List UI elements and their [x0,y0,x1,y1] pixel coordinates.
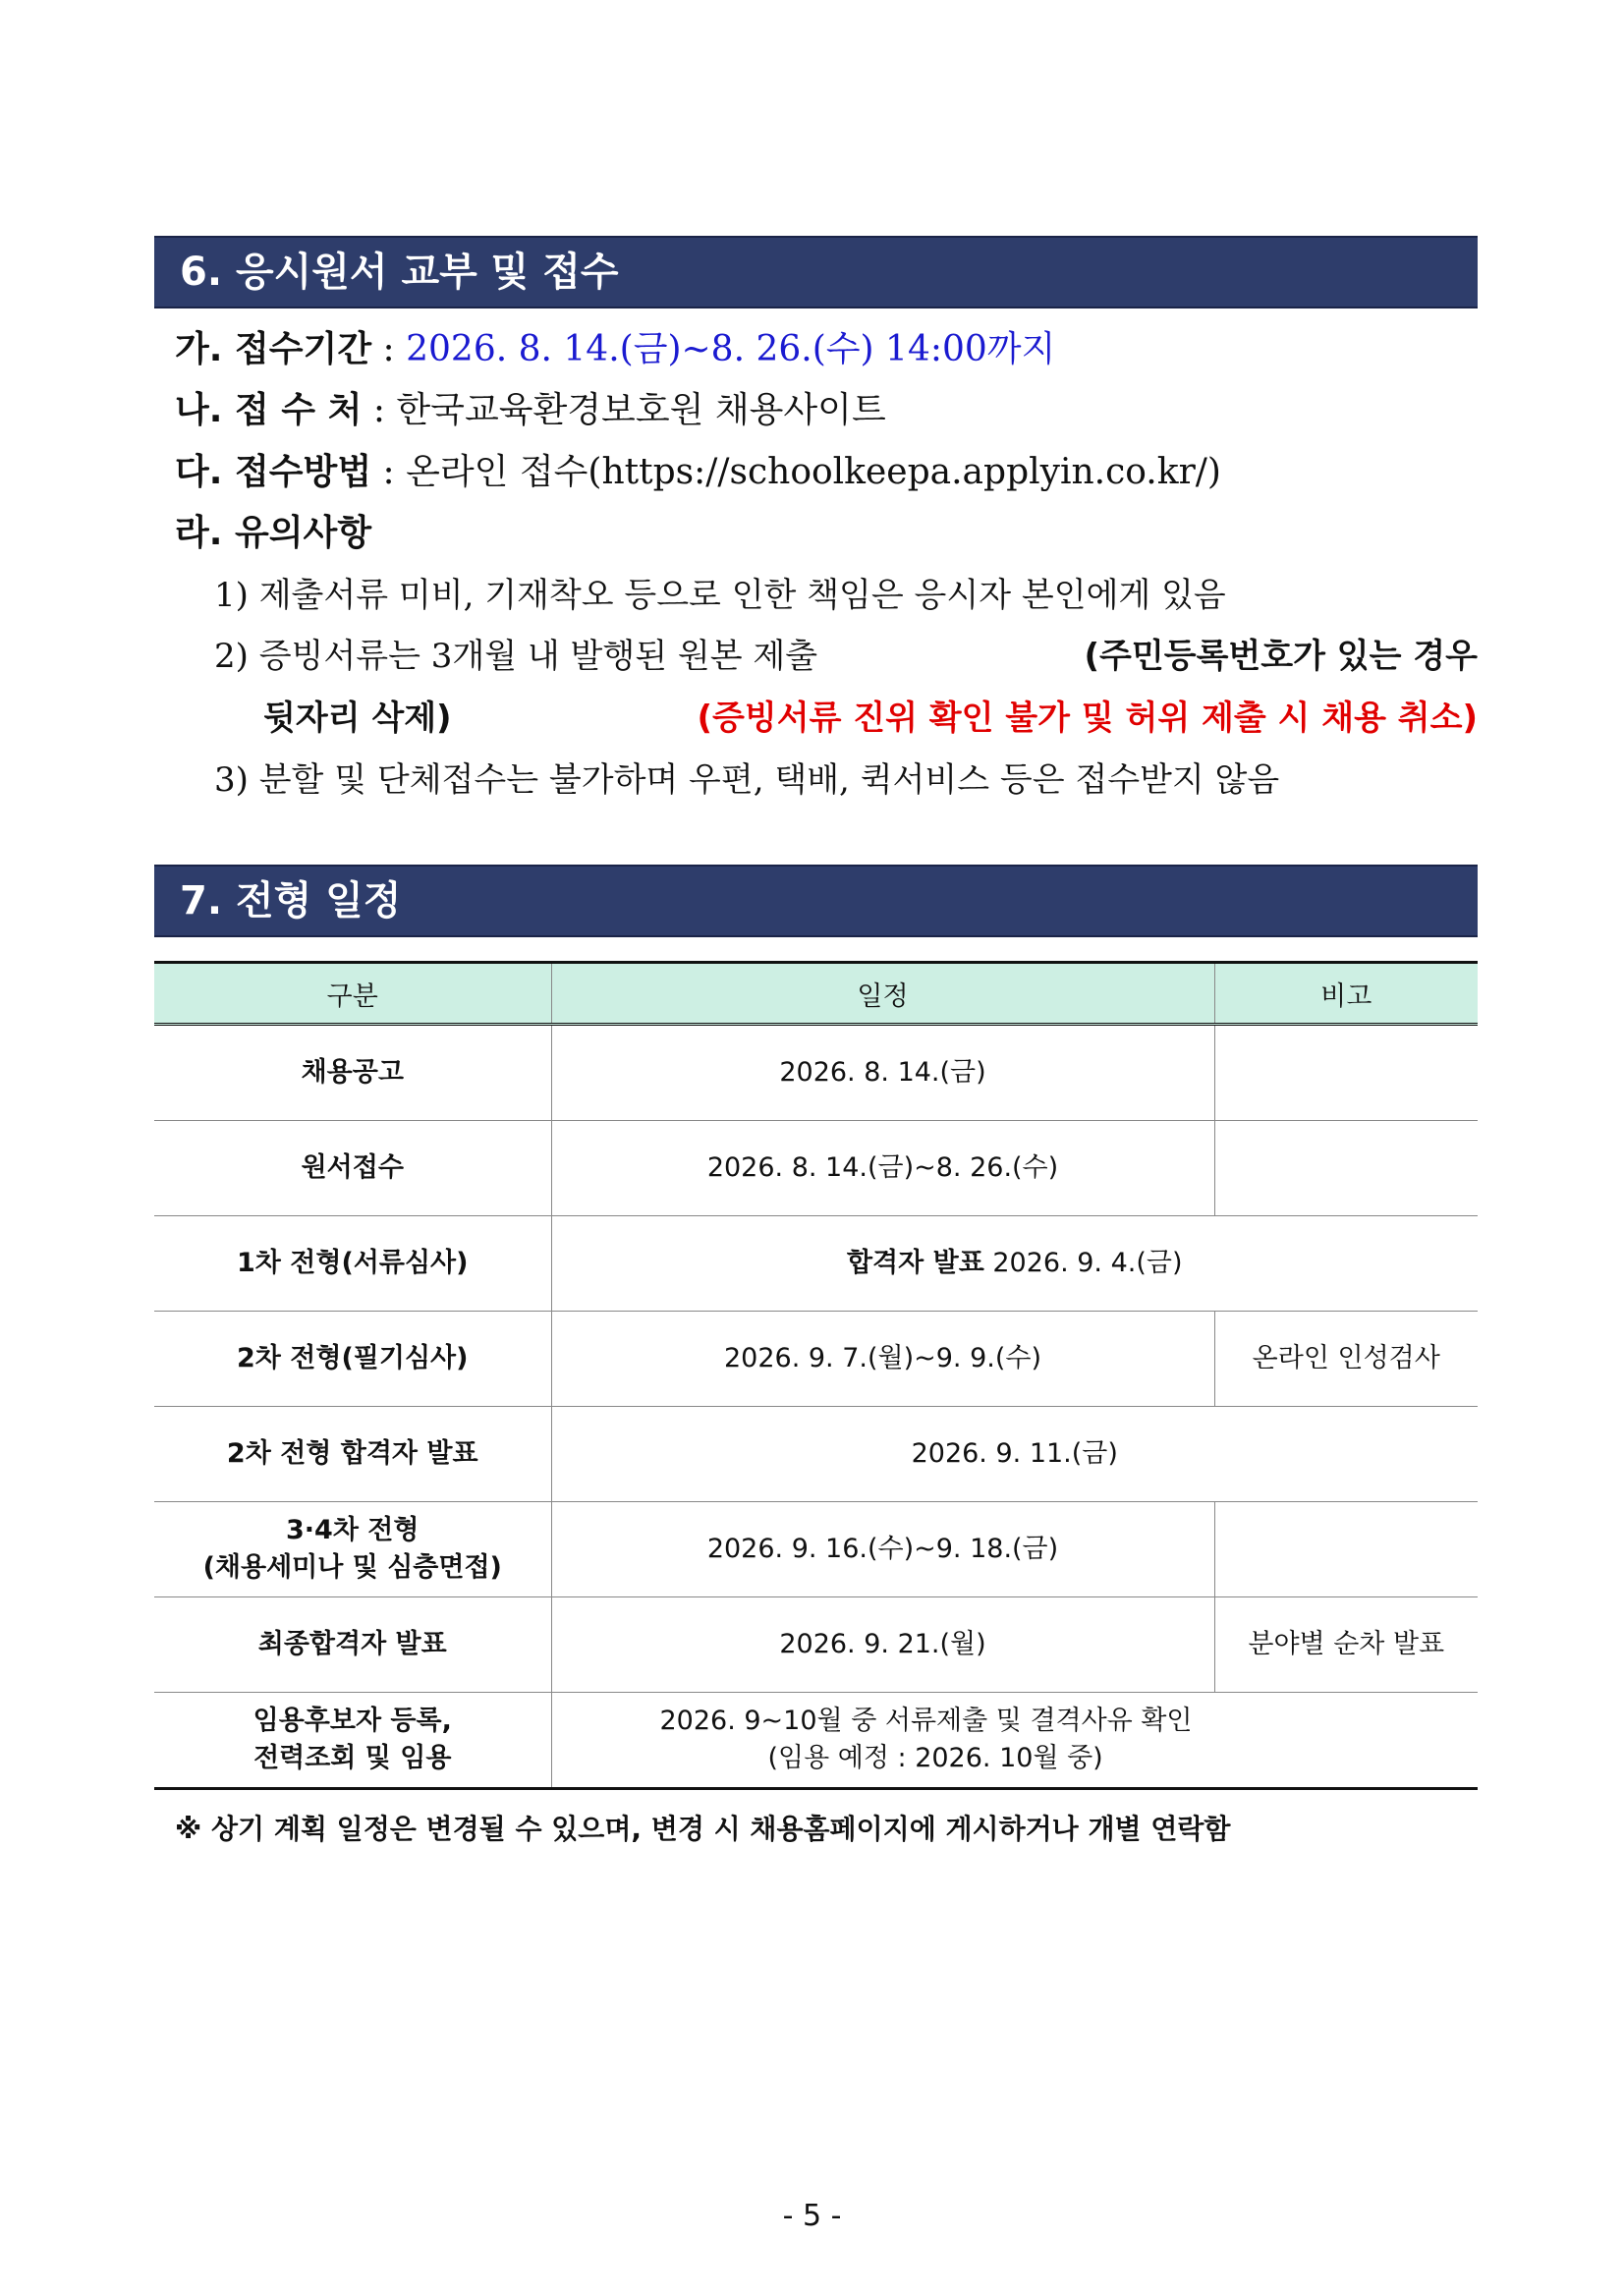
table-row [154,1216,1478,1312]
caution-note-2-text: 2) 증빙서류는 3개월 내 발행된 원본 제출 [214,637,818,676]
schedule-cell: 2026. 9. 21.(월) [551,1597,1214,1693]
schedule-value: 2026. 9. 4.(금) [992,1248,1183,1278]
table-row [154,1407,1478,1502]
schedule-table [154,961,1478,1790]
note-cell [1214,1025,1478,1121]
stage-cell: 원서접수 [154,1121,551,1216]
caution-note-2 [214,631,1478,682]
item-place [175,385,886,436]
item-method [175,447,1221,498]
schedule-bold-label: 합격자 발표 [846,1248,984,1278]
table-row [154,1121,1478,1216]
item-period-sep: : [371,329,407,369]
header-schedule: 일정 [551,963,1214,1025]
schedule-cell: 2026. 9. 16.(수)~9. 18.(금) [551,1502,1214,1597]
schedule-header-row [154,963,1478,1025]
stage-line: 3·4차 전형 [286,1515,420,1545]
schedule-cell: 2026. 8. 14.(금) [551,1025,1214,1121]
stage-cell: 채용공고 [154,1025,551,1121]
note-cell [1214,1502,1478,1597]
item-method-label: 다. 접수방법 [175,452,372,492]
schedule-line: 2026. 9~10월 중 서류제출 및 결격사유 확인 [659,1706,1193,1736]
caution-note-3: 3) 분할 및 단체접수는 불가하며 우편, 택배, 퀵서비스 등은 접수받지 않음 [214,760,1280,800]
page-number: - 5 - [782,2199,842,2233]
stage-line: 전력조회 및 임용 [253,1743,452,1773]
stage-cell: 2차 전형(필기심사) [154,1312,551,1407]
caution-note-2-warning: (증빙서류 진위 확인 불가 및 허위 제출 시 채용 취소) [697,699,1478,738]
schedule-cell-merged [551,1216,1478,1312]
item-place-sep: : [362,390,397,430]
stage-cell [154,1502,551,1597]
note-cell [1214,1121,1478,1216]
schedule-cell: 2026. 9. 7.(월)~9. 9.(수) [551,1312,1214,1407]
schedule-cell-merged [551,1693,1478,1789]
note-cell: 분야별 순차 발표 [1214,1597,1478,1693]
header-note: 비고 [1214,963,1478,1025]
stage-cell: 1차 전형(서류심사) [154,1216,551,1312]
section-7-header: 7. 전형 일정 [154,865,1478,937]
stage-cell [154,1693,551,1789]
stage-line: 임용후보자 등록, [252,1706,452,1736]
item-method-sep: : [371,452,407,492]
section-6-header: 6. 응시원서 교부 및 접수 [154,236,1478,308]
schedule-line: (임용 예정 : 2026. 10월 중) [767,1743,1103,1773]
caution-note-2-bold: (주민등록번호가 있는 경우 [1084,637,1478,676]
note-cell: 온라인 인성검사 [1214,1312,1478,1407]
item-period-value: 2026. 8. 14.(금)~8. 26.(수) 14:00까지 [406,329,1056,369]
caution-note-2-cont [263,693,1478,744]
footnote: ※ 상기 계획 일정은 변경될 수 있으며, 변경 시 채용홈페이지에 게시하거나 개별 연락함 [175,1813,1231,1845]
item-period-label: 가. 접수기간 [175,329,372,369]
table-row [154,1597,1478,1693]
table-row [154,1693,1478,1789]
item-place-value: 한국교육환경보호원 채용사이트 [396,390,886,430]
item-place-label: 나. 접 수 처 [175,390,363,430]
schedule-cell: 2026. 8. 14.(금)~8. 26.(수) [551,1121,1214,1216]
caution-note-2-bold-cont: 뒷자리 삭제) [263,699,452,738]
schedule-cell-merged: 2026. 9. 11.(금) [551,1407,1478,1502]
item-caution-label: 라. 유의사항 [175,513,372,553]
header-stage: 구분 [154,963,551,1025]
caution-note-1: 1) 제출서류 미비, 기재착오 등으로 인한 책임은 응시자 본인에게 있음 [214,576,1226,615]
table-row [154,1502,1478,1597]
stage-cell: 2차 전형 합격자 발표 [154,1407,551,1502]
item-caution [175,508,371,559]
item-method-value: 온라인 접수(https://schoolkeepa.applyin.co.kr/) [406,452,1221,492]
table-row [154,1312,1478,1407]
item-period [175,324,1055,375]
table-row [154,1025,1478,1121]
stage-cell: 최종합격자 발표 [154,1597,551,1693]
stage-line: (채용세미나 및 심층면접) [202,1552,502,1583]
